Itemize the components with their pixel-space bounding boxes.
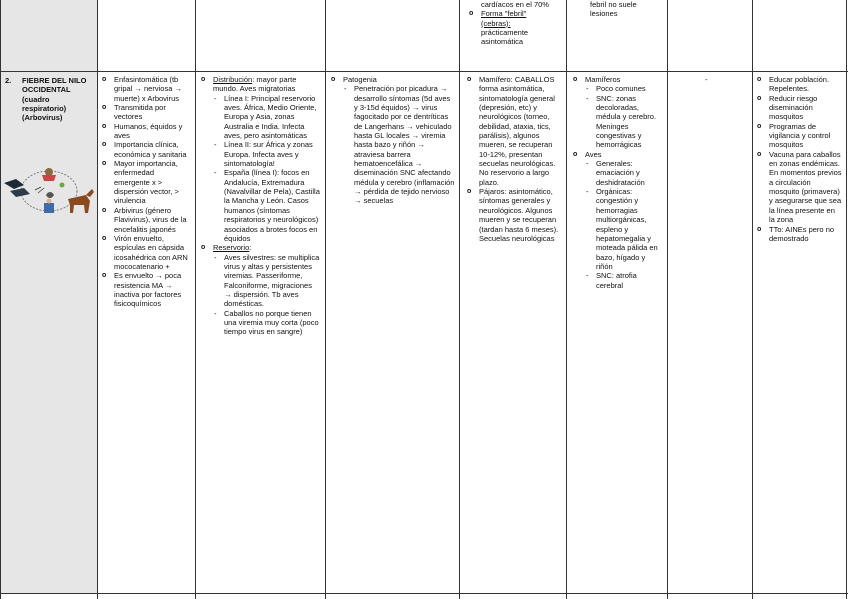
list-item: [468, 9, 556, 46]
list-item: - Línea II: sur África y zonas Europa. Infecta aves y sintomatología!: [213, 140, 321, 168]
epidemiology-cell: [200, 75, 321, 337]
list-item: o TTo: AINEs pero no demostrado: [756, 225, 842, 244]
birds-title: Aves: [585, 149, 602, 159]
pathogenesis-cell: [330, 75, 456, 206]
clinical-list: [466, 75, 562, 243]
list-item: [200, 243, 321, 336]
mammal-lesions: [585, 84, 662, 149]
lesions-list: [572, 75, 662, 290]
pathogenesis-list: [330, 75, 456, 206]
distribution-text: : mayor parte mundo. Aves migratorias: [213, 75, 297, 94]
table-border-right: [846, 0, 847, 599]
list-item: o Enfasintomática (tb gripal → nerviosa → muerte) x Arbovirus: [101, 75, 191, 103]
column-divider: [325, 0, 326, 599]
column-divider: [195, 0, 196, 599]
list-item: [330, 75, 456, 206]
list-item: - Generales: emaciación y deshidratación: [585, 159, 662, 187]
list-item: o Educar población. Repelentes.: [756, 75, 842, 94]
table-border-left: [0, 0, 1, 599]
list-item: [572, 75, 662, 150]
list-item: - Línea I: Principal reservorio aves. África, Medio Oriente, Europa y Asia, zonas Australia e India. Infecta aves, pero asintomáticas: [213, 94, 321, 141]
reservoir-list: [213, 253, 321, 337]
clinical-cell: [466, 75, 562, 243]
agent-list: [101, 75, 191, 309]
list-item: o Mayor importancia, enfermedad emergente x > dispersión vector, > virulencia: [101, 159, 191, 206]
agent-cell: [101, 75, 191, 309]
disease-name: FIEBRE DEL NILO OCCIDENTAL (cuadro respiratorio) (Arbovirus): [22, 76, 87, 123]
list-item: - España (línea I): focos en Andalucía, Extremadura (Navalvillar de Pela), Castilla la Mancha y León. Casos humanos (síntomas respiratorios y neurológicos) asociados a brotes focos en équidos: [213, 168, 321, 243]
list-item: o Programas de vigilancia y control mosquitos: [756, 122, 842, 150]
list-item: o Arbivirus (género Flavivirus), virus de la encefalitis japonés: [101, 206, 191, 234]
row-divider: [0, 71, 848, 72]
pathogenesis-sublist: [343, 84, 456, 205]
reservoir-text: :: [249, 243, 252, 253]
epidemiology-list: [200, 75, 321, 337]
list-item: - Poco comunes: [585, 84, 662, 93]
column-divider: [459, 0, 460, 599]
pathogenesis-title: Patogenia: [343, 75, 377, 84]
list-item: - Orgánicas: congestión y hemorragias multiorgánicas, espleno y hepatomegalia y moteada pálida en bazo, hígado y riñón: [585, 187, 662, 271]
list-item: - Aves silvestres: se multiplica virus y altas y persistentes viremias. Passeriforme, Falconiforme, migraciones → dispersión. Tb aves domésticas.: [213, 253, 321, 309]
lesions-cell: [572, 75, 662, 290]
transmission-cycle-illustration: [2, 161, 96, 221]
column-divider: [752, 0, 753, 599]
column-divider: [667, 0, 668, 599]
febril-text: prácticamente asintomática: [481, 28, 529, 47]
table-border-bottom: [0, 593, 848, 594]
column-divider: [97, 0, 98, 599]
febril-label: Forma "febril" (cebras):: [481, 9, 527, 28]
control-cell: [756, 75, 842, 243]
list-item: - SNC: zonas decoloradas, médula y cerebro. Meninges congestivas y hemorrágicas: [585, 94, 662, 150]
control-list: [756, 75, 842, 243]
distribution-label: Distribución: [213, 75, 253, 84]
top-cell-lesions: febril no suele lesiones: [590, 0, 637, 19]
list-item: - Caballos no porque tienen una viremia muy corta (poco tiempo virus en sangre): [213, 309, 321, 337]
list-item: o Es envuelto → poca resistencia MA → inactiva por factores fisicoquímicos: [101, 271, 191, 308]
row-number: 2.: [5, 76, 12, 85]
mammals-title: Mamíferos: [585, 75, 621, 84]
list-item: o Mamífero: CABALLOS forma asintomática, sintomatología general (depresión, etc) y neurológicos (torneo, debilidad, ataxia, tics, parálisis), algunos mueren, se recuperan 10-12%, presentan secuelas neurológicas. No reservorio a largo plazo.: [466, 75, 562, 187]
bird-lesions: [585, 159, 662, 290]
list-item: o Importancia clínica, económica y sanitaria: [101, 140, 191, 159]
diagnosis-cell: -: [705, 75, 708, 84]
list-item: - SNC: atrofia cerebral: [585, 271, 662, 290]
list-item: o Reducir riesgo diseminación mosquitos: [756, 94, 842, 122]
clinical-continued-text: cardíacos en el 70%: [481, 0, 549, 9]
list-item: o Vacuna para caballos en zonas endémicas. En momentos previos a circulación mosquito (primavera) y asegurarse que sea la línea presente en la zona: [756, 150, 842, 225]
list-item: [200, 75, 321, 243]
column-divider: [566, 0, 567, 599]
list-item: o Humanos, équidos y aves: [101, 122, 191, 141]
list-item: o Pájaros: asintomático, síntomas generales y neurológicos. Algunos mueren y se recuperan (tardan hasta 6 meses). Secuelas neurológicas: [466, 187, 562, 243]
reservoir-label: Reservorio: [213, 243, 250, 253]
list-item: [572, 150, 662, 290]
clinical-continued-list: [468, 9, 556, 46]
list-item: o Transmitida por vectores: [101, 103, 191, 122]
list-item: - Penetración por picadura → desarrollo síntomas (5d aves y 3-15d équidos) → virus fagocitado por ce dentríticas de Langerhans → vehiculado hasta GL locales → viremia hasta bazo y riñón → atraviesa barrera hematoencefálica → diseminación SNC afectando médula y cerebro (inflamación → pérdida de tejido nervioso → secuelas: [343, 84, 456, 205]
lineage-list: [213, 94, 321, 244]
top-cell-clinical: [468, 0, 556, 47]
list-item: o Virón envuelto, espículas en cápsida icosahédrica con ARN mococatenario +: [101, 234, 191, 271]
